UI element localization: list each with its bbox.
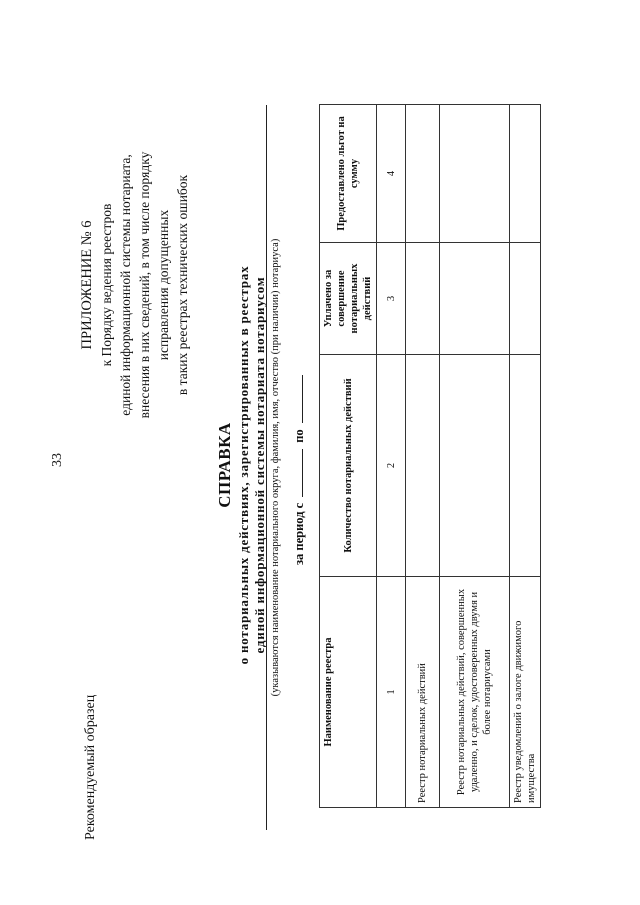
column-number: 4 (377, 105, 406, 243)
registry-name: Реестр нотариальных действий (406, 577, 440, 808)
table-header-row (320, 105, 377, 808)
appendix-line: единой информационной системы нотариата, (118, 154, 133, 416)
table-row (510, 105, 541, 808)
paid-cell (440, 243, 510, 355)
table-row (440, 105, 510, 808)
registry-name: Реестр нотариальных действий, совершенных удаленно, и сделок, удостоверенных двумя и более нотариусами (440, 577, 510, 808)
count-cell (406, 355, 440, 577)
count-cell (510, 355, 541, 577)
appendix-line: к Порядку ведения реестров (99, 203, 114, 367)
paid-cell (510, 243, 541, 355)
document-subtitle: о нотариальных действиях, зарегистрированных в реестрах (236, 265, 251, 665)
paid-cell (406, 243, 440, 355)
fill-in-caption: (указываются наименование нотариального округа, фамилия, имя, отчество (при наличии) нотариуса) (270, 238, 281, 697)
appendix-title: ПРИЛОЖЕНИЕ № 6 (79, 220, 95, 350)
column-number-row (377, 105, 406, 808)
period-from-label: за период с (292, 502, 306, 565)
registry-table (319, 104, 541, 808)
period-to-label: по (292, 429, 306, 443)
appendix-line: внесения в них сведений, в том числе порядку (137, 151, 152, 419)
column-number: 3 (377, 243, 406, 355)
benefits-cell (406, 105, 440, 243)
appendix-line: исправления допущенных (156, 209, 171, 361)
page-number: 33 (50, 453, 65, 467)
document-title-block (214, 175, 268, 755)
appendix-line: в таких реестрах технических ошибок (175, 174, 190, 396)
count-cell (440, 355, 510, 577)
period-from-blank (302, 449, 303, 497)
benefits-cell (510, 105, 541, 243)
fill-in-line (266, 105, 267, 830)
registry-name: Реестр уведомлений о залоге движимого имущества (510, 577, 541, 808)
header-count: Количество нотариальных действий (320, 355, 377, 577)
header-registry-name: Наименование реестра (320, 577, 377, 808)
header-benefits: Предоставлено льгот на сумму (320, 105, 377, 243)
column-number: 1 (377, 577, 406, 808)
period-to-blank (302, 375, 303, 423)
period-line (292, 369, 307, 565)
sample-label: Рекомендуемый образец (83, 694, 98, 840)
document-title: СПРАВКА (215, 422, 234, 508)
column-number: 2 (377, 355, 406, 577)
table-row (406, 105, 440, 808)
appendix-block (78, 120, 192, 450)
header-paid: Уплачено за совершение нотариальных действий (320, 243, 377, 355)
benefits-cell (440, 105, 510, 243)
document-subtitle: единой информационной системы нотариата нотариусом (252, 276, 267, 654)
